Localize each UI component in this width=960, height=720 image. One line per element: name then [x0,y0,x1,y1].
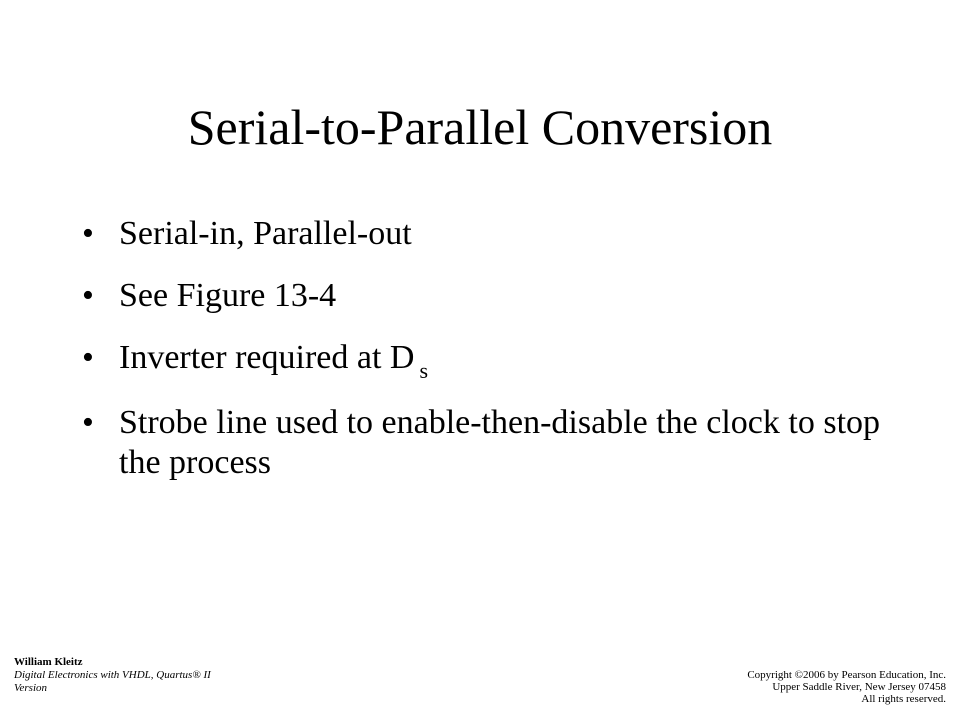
bullet-item [82,338,882,381]
bullet-dot-icon: • [82,277,94,314]
bullet-item [82,276,882,316]
copyright-line: Copyright ©2006 by Pearson Education, Inc. [747,669,946,681]
bullet-text: Serial-in, Parallel-out [119,215,412,252]
bullet-text: Inverter required at D [119,339,415,376]
bullet-text: See Figure 13-4 [119,277,337,314]
footer-copyright [747,669,946,705]
bullet-dot-icon: • [82,339,94,376]
copyright-line: All rights reserved. [861,693,946,705]
footer-attribution [14,656,244,695]
slide-title: Serial-to-Parallel Conversion [187,99,773,155]
bullet-item [82,403,882,483]
bullet-subscript: s [419,358,429,383]
bullet-item [82,214,882,254]
bullet-list [82,214,882,505]
footer-book-title: Digital Electronics with VHDL, Quartus® II Version [14,669,211,694]
bullet-dot-icon: • [82,215,94,252]
bullet-dot-icon: • [82,404,94,441]
bullet-text: Strobe line used to enable-then-disable the clock to stop the process [119,404,881,481]
footer-author: William Kleitz [14,656,83,668]
copyright-line: Upper Saddle River, New Jersey 07458 [772,681,946,693]
